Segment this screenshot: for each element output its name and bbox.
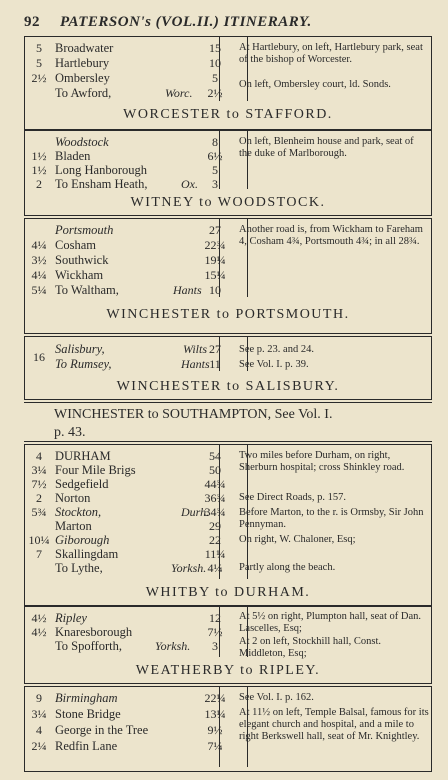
route-note: See p. 23. and 24. bbox=[239, 344, 314, 355]
place-name: To Lythe, bbox=[55, 561, 103, 575]
left-mileage: 2¼ bbox=[31, 739, 47, 753]
route-note: On left, Ombersley court, ld. Sonds. bbox=[239, 79, 391, 90]
distance: 2½ bbox=[207, 86, 223, 100]
place-name: Marton bbox=[55, 519, 92, 533]
route-heading: WINCHESTER to PORTSMOUTH. bbox=[106, 307, 350, 322]
route-row bbox=[25, 547, 431, 562]
route-block-birmingham bbox=[24, 686, 432, 772]
distance: 10 bbox=[209, 283, 221, 297]
route-note: Two miles before Durham, on right, Sherburn hospital; cross Shinkley road. bbox=[239, 450, 405, 473]
route-block-worcester-stafford bbox=[24, 36, 432, 130]
route-note: On right, W. Chaloner, Esq; bbox=[239, 534, 356, 545]
place-name: To Spofforth, bbox=[55, 639, 122, 653]
county: Yorksh. bbox=[155, 639, 191, 653]
route-heading: WORCESTER to STAFFORD. bbox=[123, 107, 333, 122]
route-note: At 11½ on left, Temple Balsal, famous for its elegant church and hospital, and a mile to right Berkswell hall, seat of Mr. Knightley. bbox=[239, 707, 429, 742]
left-mileage: 1½ bbox=[31, 163, 47, 177]
left-mileage: 5¼ bbox=[31, 283, 47, 297]
route-block-weatherby-ripley bbox=[24, 606, 432, 684]
county: Yorksh. bbox=[171, 561, 207, 575]
place-name: Norton bbox=[55, 491, 91, 505]
distance: 3 bbox=[212, 639, 218, 653]
place-name: Woodstock bbox=[55, 135, 109, 149]
place-name: Stone Bridge bbox=[55, 707, 121, 721]
place-name: Sedgefield bbox=[55, 477, 109, 491]
place-name: Ripley bbox=[55, 611, 87, 625]
distance: 36¾ bbox=[204, 491, 226, 505]
county: Durh. bbox=[181, 505, 210, 519]
distance: 54 bbox=[209, 449, 221, 463]
place-name: Southwick bbox=[55, 253, 109, 267]
route-block-winchester-portsmouth bbox=[24, 218, 432, 334]
route-heading: WHITBY to DURHAM. bbox=[145, 585, 311, 600]
distance: 44¾ bbox=[204, 477, 226, 491]
distance: 12 bbox=[209, 611, 221, 625]
left-mileage: 4¼ bbox=[31, 268, 47, 282]
place-name: To Awford, bbox=[55, 86, 112, 100]
route-row bbox=[25, 163, 431, 178]
left-mileage: 9 bbox=[36, 691, 42, 705]
place-name: Four Mile Brigs bbox=[55, 463, 136, 477]
left-mileage: 5 bbox=[36, 56, 42, 70]
left-mileage: 2½ bbox=[31, 71, 47, 85]
left-mileage: 5 bbox=[36, 41, 42, 55]
distance: 5 bbox=[212, 163, 218, 177]
left-mileage: 3¼ bbox=[31, 463, 47, 477]
place-name: Cosham bbox=[55, 238, 96, 252]
county: Ox. bbox=[181, 177, 198, 191]
place-name: Salisbury, bbox=[55, 342, 105, 356]
left-mileage: 4½ bbox=[31, 611, 47, 625]
distance: 15 bbox=[209, 41, 221, 55]
route-row bbox=[25, 477, 431, 492]
left-mileage: 3¼ bbox=[31, 707, 47, 721]
route-row bbox=[25, 268, 431, 283]
distance: 11¼ bbox=[204, 547, 226, 561]
page-number: 92 bbox=[24, 14, 40, 30]
route-note: At Hartlebury, on left, Hartlebury park, seat of the bishop of Worcester. bbox=[239, 42, 423, 65]
route-heading: WINCHESTER to SALISBURY. bbox=[116, 379, 340, 394]
place-name: Knaresborough bbox=[55, 625, 133, 639]
county: Worc. bbox=[165, 86, 193, 100]
left-mileage: 16 bbox=[33, 350, 45, 364]
route-note: On left, Blenheim house and park, seat of the duke of Marlborough. bbox=[239, 136, 414, 159]
route-row bbox=[25, 177, 431, 192]
page-header bbox=[24, 10, 434, 36]
distance: 7½ bbox=[207, 625, 223, 639]
place-name: Birmingham bbox=[55, 691, 118, 705]
left-mileage: 3½ bbox=[31, 253, 47, 267]
distance: 13¼ bbox=[204, 707, 226, 721]
left-mileage: 4 bbox=[36, 723, 42, 737]
route-row bbox=[25, 283, 431, 298]
place-name: Redfin Lane bbox=[55, 739, 118, 753]
county: Hants bbox=[173, 283, 202, 297]
route-block-winchester-southampton bbox=[24, 402, 432, 442]
left-mileage: 7 bbox=[36, 547, 42, 561]
distance: 19¼ bbox=[204, 253, 226, 267]
place-name: Stockton, bbox=[55, 505, 102, 519]
distance: 22¼ bbox=[204, 691, 226, 705]
distance: 50 bbox=[209, 463, 221, 477]
place-name: George in the Tree bbox=[55, 723, 149, 737]
left-mileage: 2 bbox=[36, 177, 42, 191]
route-note: Partly along the beach. bbox=[239, 562, 336, 573]
route-note: At 2 on left, Stockhill hall, Const. Middleton, Esq; bbox=[239, 636, 382, 659]
left-mileage: 7½ bbox=[31, 477, 47, 491]
place-name: Hartlebury bbox=[55, 56, 110, 70]
left-mileage: 4¼ bbox=[31, 238, 47, 252]
place-name: Skallingdam bbox=[55, 547, 119, 561]
place-name: Portsmouth bbox=[55, 223, 114, 237]
place-name: To Waltham, bbox=[55, 283, 119, 297]
route-note: See Vol. I. p. 39. bbox=[239, 359, 309, 370]
left-mileage: 1½ bbox=[31, 149, 47, 163]
distance: 9½ bbox=[207, 723, 223, 737]
route-note: See Vol. I. p. 162. bbox=[239, 692, 314, 703]
route-block-winchester-salisbury bbox=[24, 336, 432, 400]
left-mileage: 10¼ bbox=[28, 533, 50, 547]
county: Wilts bbox=[183, 342, 208, 356]
route-heading: WEATHERBY to RIPLEY. bbox=[135, 663, 321, 678]
distance: 15¼ bbox=[204, 268, 226, 282]
distance: 27 bbox=[209, 342, 221, 356]
distance: 10 bbox=[209, 56, 221, 70]
distance: 22¾ bbox=[204, 238, 226, 252]
place-name: Ombersley bbox=[55, 71, 110, 85]
page-title: PATERSON's (VOL.II.) ITINERARY. bbox=[60, 14, 312, 30]
distance: 4¼ bbox=[207, 561, 223, 575]
place-name: DURHAM bbox=[55, 449, 111, 463]
left-mileage: 4½ bbox=[31, 625, 47, 639]
left-mileage: 2 bbox=[36, 491, 42, 505]
distance: 11 bbox=[209, 357, 221, 371]
left-mileage: 5¾ bbox=[31, 505, 47, 519]
distance: 7¼ bbox=[207, 739, 223, 753]
route-note: Before Marton, to the r. is Ormsby, Sir John Pennyman. bbox=[239, 507, 424, 530]
route-note: Another road is, from Wickham to Fareham 4, Cosham 4¾, Portsmouth 4¾; in all 28¾. bbox=[239, 224, 423, 247]
distance: 22 bbox=[209, 533, 221, 547]
place-name: Broadwater bbox=[55, 41, 114, 55]
distance: 34¾ bbox=[204, 505, 226, 519]
book-page bbox=[6, 6, 442, 774]
place-name: Long Hanborough bbox=[55, 163, 147, 177]
route-note: At 5½ on right, Plumpton hall, seat of Dan. Lascelles, Esq; bbox=[239, 611, 421, 634]
distance: 27 bbox=[209, 223, 221, 237]
place-name: Bladen bbox=[55, 149, 91, 163]
county: Hants bbox=[181, 357, 210, 371]
route-note: See Direct Roads, p. 157. bbox=[239, 492, 347, 503]
distance: 8 bbox=[212, 135, 218, 149]
distance: 6½ bbox=[207, 149, 223, 163]
distance: 3 bbox=[212, 177, 218, 191]
route-paragraph: p. 43. bbox=[54, 425, 86, 440]
place-name: Giborough bbox=[55, 533, 110, 547]
place-name: To Rumsey, bbox=[55, 357, 112, 371]
route-block-witney-woodstock bbox=[24, 130, 432, 216]
route-paragraph: WINCHESTER to SOUTHAMPTON, See Vol. I. bbox=[54, 407, 333, 422]
route-row bbox=[25, 253, 431, 268]
place-name: Wickham bbox=[55, 268, 104, 282]
route-block-whitby-durham bbox=[24, 444, 432, 606]
distance: 29 bbox=[209, 519, 221, 533]
route-heading: WITNEY to WOODSTOCK. bbox=[130, 195, 326, 210]
left-mileage: 4 bbox=[36, 449, 42, 463]
place-name: To Ensham Heath, bbox=[55, 177, 148, 191]
distance: 5 bbox=[212, 71, 218, 85]
